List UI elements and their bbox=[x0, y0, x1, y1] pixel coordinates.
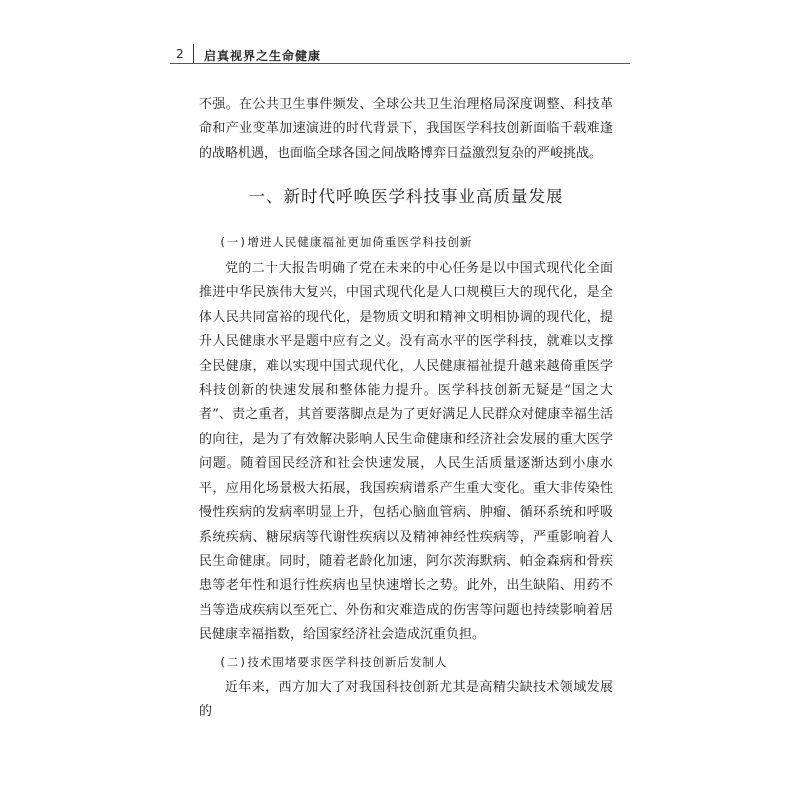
header-divider bbox=[193, 44, 194, 63]
section-title: 一、新时代呼唤医学科技事业高质量发展 bbox=[248, 187, 564, 207]
page-number: 2 bbox=[176, 47, 184, 61]
running-header bbox=[0, 40, 800, 66]
subsection-paragraph-2: 近年来，西方加大了对我国科技创新尤其是高精尖缺技术领域发展的 bbox=[199, 679, 613, 720]
book-title: 启真视界之生命健康 bbox=[204, 49, 322, 63]
header-rule bbox=[170, 63, 630, 64]
subsection-paragraph-1: 党的二十大报告明确了党在未来的中心任务是以中国式现代化全面推进中华民族伟大复兴，中国式现代化是人口规模巨大的现代化，是全体人民共同富裕的现代化，是物质文明和精神文明相协调的现代化，提升人民健康水平是题中应有之义。没有高水平的医学科技，就难以支撑全民健康，难以实现中国式现代化，人民健康福祉提升越来越倚重医学科技创新的快速发展和整体能力提升。医学科技创新无疑是“国之大者”、责之重者，其首要落脚点是为了更好满足人民群众对健康幸福生活的向往，是为了有效解决影响人民生命健康和经济社会发展的重大医学问题。随着国民经济和社会快速发展，人民生活质量逐渐达到小康水平，应用化场景极大拓展，我国疾病谱系产生重大变化。重大非传染性慢性疾病的发病率明显上升，包括心脑血管病、肿瘤、循环系统和呼吸系统疾病、糖尿病等代谢性疾病以及精神神经性疾病等，严重影响着人民生命健康。同时，随着老龄化加速，阿尔茨海默病、帕金森病和骨疾患等老年性和退行性疾病也呈快速增长之势。此外，出生缺陷、用药不当等造成疾病以至死亡、外伤和灾难造成的伤害等问题也持续影响着居民健康幸福指数，给国家经济社会造成沉重负担。 bbox=[199, 261, 613, 643]
intro-paragraph: 不强。在公共卫生事件频发、全球公共卫生治理格局深度调整、科技革命和产业变革加速演进的时代背景下，我国医学科技创新面临千载难逢的战略机遇，也面临全球各国之间战略博弈日益激烈复杂的严峻挑战。 bbox=[199, 97, 613, 161]
subsection-heading-2: (二)技术围堵要求医学科技创新后发制人 bbox=[219, 654, 448, 669]
subsection-heading-1: (一)增进人民健康福祉更加倚重医学科技创新 bbox=[219, 234, 473, 249]
page-body bbox=[199, 93, 613, 725]
